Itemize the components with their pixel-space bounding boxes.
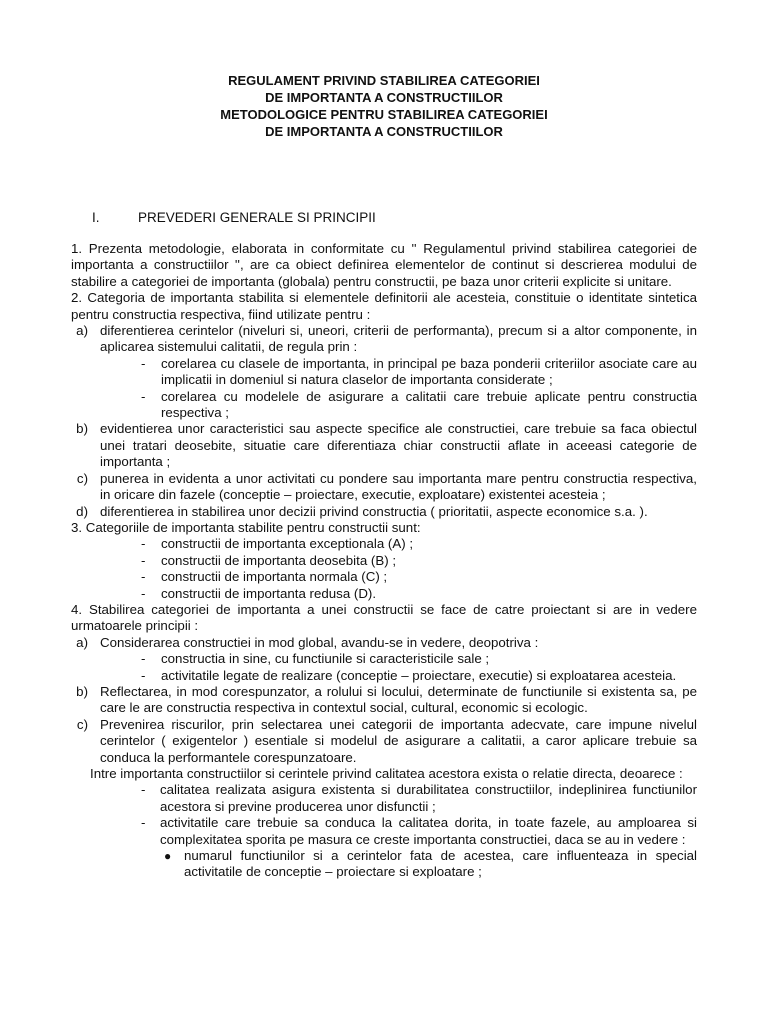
item-text: constructii de importanta normala (C) ; [161,569,388,585]
document-title [0,72,768,140]
item-label: c) [76,716,88,732]
bullet-item [71,848,697,881]
dash-marker: - [141,552,146,568]
lettered-item [71,635,697,651]
section-title: PREVEDERI GENERALE SI PRINCIPII [138,210,376,225]
title-line-3: METODOLOGICE PENTRU STABILIREA CATEGORIEI [220,107,548,122]
section-heading [92,210,376,226]
item-text: numarul functiunilor si a cerintelor fata de acestea, care influenteaza in special activitatile de conceptie – proiectare si exploatare ; [184,848,697,880]
item-text: Considerarea constructiei in mod global, avandu-se in vedere, deopotriva : [100,634,539,650]
dash-item [71,553,697,569]
paragraph: 3. Categoriile de importanta stabilite pentru constructii sunt: [71,519,421,535]
dash-item [71,815,697,848]
item-text: corelarea cu modelele de asigurare a calitatii care trebuie aplicate pentru constructia respectiva ; [161,388,697,421]
dash-marker: - [141,569,146,585]
dash-item [71,586,697,602]
dash-marker: - [141,355,146,371]
bullet-marker: ● [164,849,172,864]
dash-item [71,356,697,389]
lettered-item [71,471,697,504]
item-text: calitatea realizata asigura existenta si durabilitatea constructiilor, indeplinirea functiunilor acestora si previne producerea unor disfunctii ; [160,782,697,814]
section-number: I. [92,210,100,225]
item-text: evidentierea unor caracteristici sau aspecte specifice ale constructiei, care trebuie sa faca obiectul unei tratari deosebite, situatie care diferentiaza chiar constructii aflate in aceeasi categorie de importanta ; [100,421,697,470]
dash-item [71,536,697,552]
lettered-item [71,504,697,520]
item-text: constructii de importanta deosebita (B) ; [161,552,397,568]
indented-paragraph: Intre importanta constructiilor si cerintele privind calitatea acestora exista o relatie directa, deoarece : [90,766,683,781]
dash-item [71,782,697,815]
document-body [71,241,697,881]
lettered-item [71,684,697,717]
item-text: diferentierea cerintelor (niveluri si, uneori, criterii de performanta), precum si a altor componente, in aplicarea sistemului calitatii, de regula prin : [100,323,697,355]
item-label: c) [76,470,88,486]
dash-marker: - [141,782,146,798]
dash-item [71,389,697,422]
title-line-4: DE IMPORTANTA A CONSTRUCTIILOR [265,124,503,139]
dash-marker: - [141,667,146,683]
item-text: activitatile legate de realizare (conceptie – proiectare, executie) si exploatarea acesteia. [161,667,677,683]
item-text: activitatile care trebuie sa conduca la calitatea dorita, in toate fazele, au amploarea si complexitatea sporita pe masura ce creste importanta constructiei, daca se au in vedere : [160,815,697,847]
lettered-item [71,717,697,766]
title-line-1: REGULAMENT PRIVIND STABILIREA CATEGORIEI [228,73,540,88]
paragraph: 4. Stabilirea categoriei de importanta a unei constructii se face de catre proiectant si are in vedere urmatoarele principii : [71,601,697,634]
dash-marker: - [141,388,146,404]
paragraph: 1. Prezenta metodologie, elaborata in conformitate cu '' Regulamentul privind stabilirea categoriei de importanta a constructiilor '', are ca obiect definirea elementelor de continut si descrierea modului de stabilire a categoriei de importanta (globala) pentru constructii, pe baza unor criterii explicite si unitare. [71,241,697,289]
item-text: constructia in sine, cu functiunile si caracteristicile sale ; [161,651,490,667]
dash-item [71,668,697,684]
dash-marker: - [141,536,146,552]
lettered-item [71,323,697,356]
item-text: punerea in evidenta a unor activitati cu pondere sau importanta mare pentru constructia respectiva, in oricare din fazele (conceptie – proiectare, executie, exploatare) existentei acesteia ; [100,470,697,503]
item-text: Prevenirea riscurilor, prin selectarea unei categorii de importanta adecvate, care impune nivelul cerintelor ( exigentelor ) esentiale si modelul de asigurare a calitatii, a caror aplicare trebuie sa conduca la performantele corespunzatoare. [100,716,697,765]
item-label: d) [76,503,88,519]
item-text: corelarea cu clasele de importanta, in principal pe baza ponderii criteriilor asociate care au implicatii in domeniul si natura claselor de importanta considerate ; [161,355,697,388]
dash-item [71,651,697,667]
item-label: a) [76,634,88,650]
item-label: b) [76,683,88,699]
item-text: Reflectarea, in mod corespunzator, a rolului si locului, determinate de functiunile si existenta sa, pe care le are constructia respectiva in contextul social, cultural, economic si ecologic. [100,683,697,716]
dash-marker: - [141,651,146,667]
dash-item [71,569,697,585]
dash-marker: - [141,815,146,831]
title-line-2: DE IMPORTANTA A CONSTRUCTIILOR [265,90,503,105]
dash-marker: - [141,585,146,601]
paragraph: 2. Categoria de importanta stabilita si elementele definitorii ale acesteia, constituie o identitate sintetica pentru constructia respectiva, fiind utilizate pentru : [71,290,697,322]
item-text: diferentierea in stabilirea unor decizii privind constructia ( prioritatii, aspecte economice s.a. ). [100,503,648,519]
lettered-item [71,421,697,470]
item-label: a) [76,323,88,339]
item-text: constructii de importanta redusa (D). [161,585,377,601]
item-text: constructii de importanta exceptionala (A) ; [161,536,414,552]
item-label: b) [76,421,88,437]
